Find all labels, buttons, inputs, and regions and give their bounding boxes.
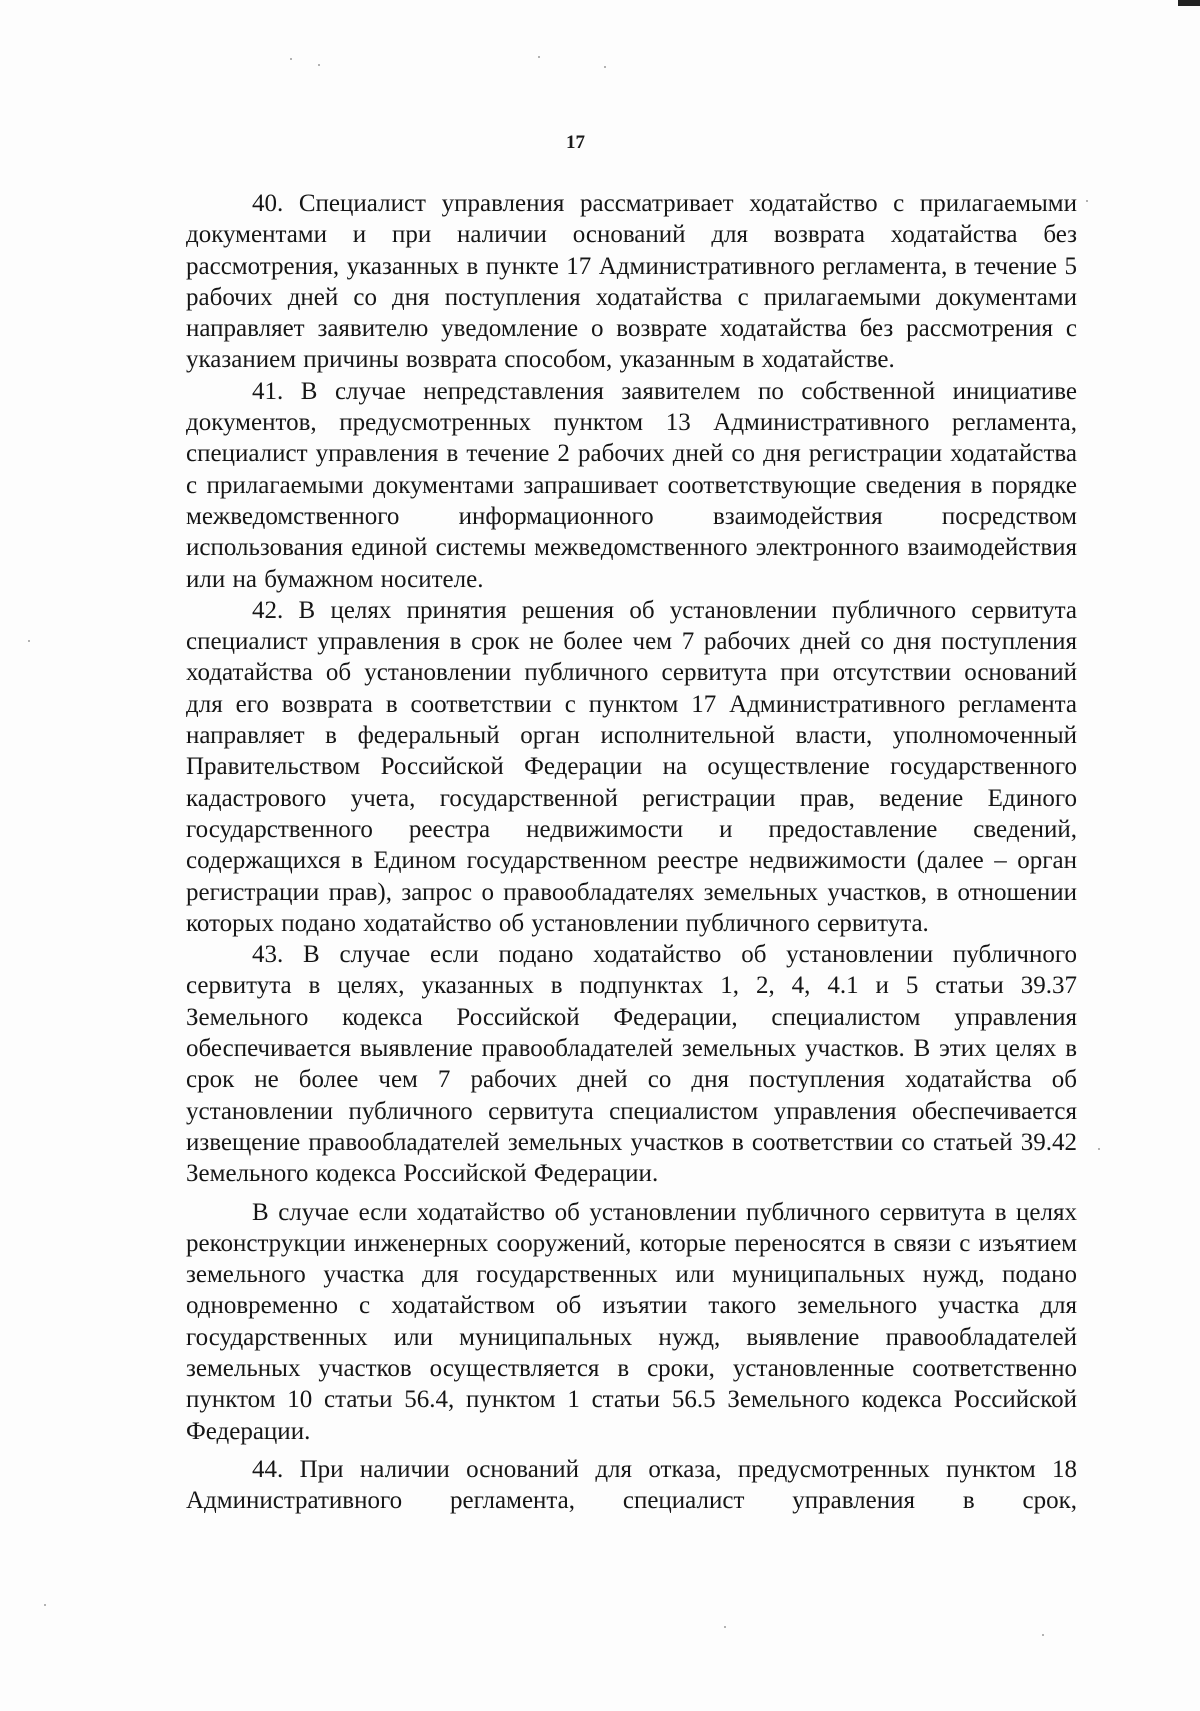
scan-corner-mark xyxy=(1178,0,1200,6)
scan-speck xyxy=(1086,200,1088,202)
scan-speck xyxy=(1098,1148,1100,1150)
scan-speck xyxy=(28,640,30,642)
paragraph-43: 43. В случае если подано ходатайство об установлении публичного сервитута в целях, указанных в подпунктах 1, 2, 4, 4.1 и 5 статьи 39.37 Земельного кодекса Российской Федерации, специалистом управления обеспечивается выявление правообладателей земельных участков. В этих целях в срок не более чем 7 рабочих дней со дня поступления ходатайства об установлении публичного сервитута специалистом управления обеспечивается извещение правообладателей земельных участков в соответствии со статьей 39.42 Земельного кодекса Российской Федерации. xyxy=(186,941,1077,1188)
paragraph-40: 40. Специалист управления рассматривает ходатайство с прилагаемыми документами и при наличии оснований для возврата ходатайства без рассмотрения, указанных в пункте 17 Административного регламента, в течение 5 рабочих дней со дня поступления ходатайства с прилагаемыми документами направляет заявителю уведомление о возврате ходатайства без рассмотрения с указанием причины возврата способом, указанным в ходатайстве. xyxy=(186,190,1077,374)
scan-speck xyxy=(318,64,320,66)
scan-speck xyxy=(1042,1634,1044,1636)
scan-speck xyxy=(724,1626,726,1628)
paragraph-43-continued: В случае если ходатайство об установлении публичного сервитута в целях реконструкции инженерных сооружений, которые переносятся в связи с изъятием земельного участка для государственных или муниципальных нужд, подано одновременно с ходатайством об изъятии такого земельного участка для государственных или муниципальных нужд, выявление правообладателей земельных участков осуществляется в сроки, установленные соответственно пунктом 10 статьи 56.4, пунктом 1 статьи 56.5 Земельного кодекса Российской Федерации. xyxy=(186,1198,1077,1445)
page-number: 17 xyxy=(566,132,585,153)
paragraph-42: 42. В целях принятия решения об установлении публичного сервитута специалист управления в срок не более чем 7 рабочих дней со дня поступления ходатайства об установлении публичного сервитута при отсутствии оснований для его возврата в соответствии с пунктом 17 Административного регламента направляет в федеральный орган исполнительной власти, уполномоченный Правительством Российской Федерации на осуществление государственного кадастрового учета, государственной регистрации прав, ведение Единого государственного реестра недвижимости и предоставление сведений, содержащихся в Едином государственном реестре недвижимости (далее – орган регистрации прав), запрос о правообладателях земельных участков, в отношении которых подано ходатайство об установлении публичного сервитута. xyxy=(186,596,1077,937)
scan-speck xyxy=(290,58,292,60)
paragraph-44: 44. При наличии оснований для отказа, предусмотренных пунктом 18 Административного регламента, специалист управления в срок, xyxy=(186,1455,1077,1515)
scan-speck xyxy=(538,56,540,58)
paragraph-41: 41. В случае непредставления заявителем по собственной инициативе документов, предусмотренных пунктом 13 Административного регламента, специалист управления в течение 2 рабочих дней со дня регистрации ходатайства с прилагаемыми документами запрашивает соответствующие сведения в порядке межведомственного информационного взаимодействия посредством использования единой системы межведомственного электронного взаимодействия или на бумажном носителе. xyxy=(186,377,1077,593)
scan-speck xyxy=(44,1604,46,1606)
document-body xyxy=(186,188,1077,1516)
scan-speck xyxy=(604,66,606,68)
